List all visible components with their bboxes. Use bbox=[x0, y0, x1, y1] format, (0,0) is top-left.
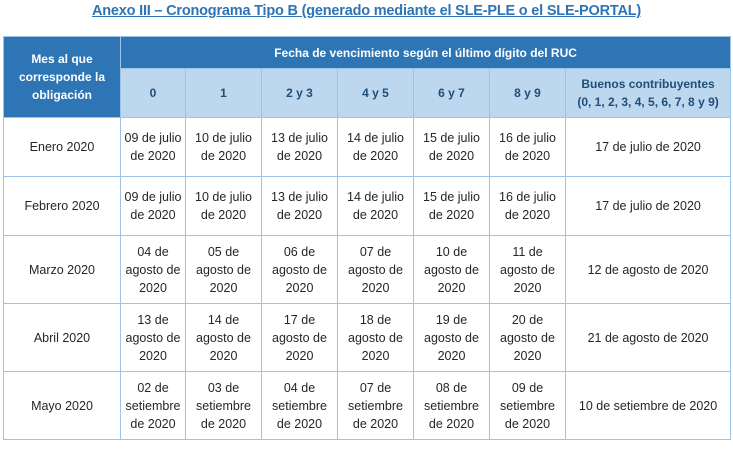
month-cell: Febrero 2020 bbox=[4, 177, 121, 236]
due-date-cell bbox=[186, 118, 262, 177]
due-date-text: 04 de agosto de 2020 bbox=[125, 244, 181, 295]
due-date-text: 14 de julio de 2020 bbox=[347, 131, 404, 163]
good-taxpayers-date-cell: 10 de setiembre de 2020 bbox=[566, 372, 731, 440]
due-date-cell bbox=[262, 177, 338, 236]
due-date-cell bbox=[338, 372, 414, 440]
due-date-text: 17 de agosto de 2020 bbox=[272, 312, 327, 363]
due-date-text: 10 de julio de 2020 bbox=[195, 131, 252, 163]
digit-column-header: 6 y 7 bbox=[414, 69, 490, 118]
month-cell: Marzo 2020 bbox=[4, 236, 121, 304]
table-row bbox=[4, 118, 731, 177]
good-taxpayers-column-header bbox=[566, 69, 731, 118]
due-date-group-header bbox=[121, 37, 731, 69]
due-date-cell bbox=[262, 236, 338, 304]
due-date-cell bbox=[338, 177, 414, 236]
month-cell: Mayo 2020 bbox=[4, 372, 121, 440]
digit-column-header: 8 y 9 bbox=[490, 69, 566, 118]
due-date-cell bbox=[121, 236, 186, 304]
digit-column-header: 2 y 3 bbox=[262, 69, 338, 118]
due-date-cell bbox=[186, 372, 262, 440]
month-column-header bbox=[4, 37, 121, 118]
due-date-cell bbox=[490, 236, 566, 304]
due-date-text: 09 de julio de 2020 bbox=[124, 190, 182, 222]
due-date-text: 15 de julio de 2020 bbox=[423, 131, 480, 163]
digit-column-header: 1 bbox=[186, 69, 262, 118]
digit-column-header: 0 bbox=[121, 69, 186, 118]
due-date-text: 09 de julio de 2020 bbox=[124, 131, 182, 163]
good-taxpayers-date-cell: 12 de agosto de 2020 bbox=[566, 236, 731, 304]
due-date-cell bbox=[414, 177, 490, 236]
due-date-text: 18 de agosto de 2020 bbox=[348, 312, 403, 363]
due-date-text: 13 de agosto de 2020 bbox=[125, 312, 181, 363]
due-date-cell bbox=[414, 304, 490, 372]
header-row-group bbox=[4, 37, 731, 69]
due-date-cell bbox=[262, 304, 338, 372]
due-date-cell bbox=[186, 177, 262, 236]
due-date-text: 14 de julio de 2020 bbox=[347, 190, 404, 222]
due-date-group-header-label: Fecha de vencimiento según el último dígito del RUC bbox=[274, 45, 577, 60]
due-date-text: 03 de setiembre de 2020 bbox=[196, 380, 251, 431]
due-date-cell bbox=[490, 372, 566, 440]
due-date-text: 09 de setiembre de 2020 bbox=[500, 380, 555, 431]
due-date-text: 16 de julio de 2020 bbox=[499, 190, 556, 222]
due-date-text: 13 de julio de 2020 bbox=[271, 131, 328, 163]
good-taxpayers-column-header-label: Buenos contribuyentes (0, 1, 2, 3, 4, 5, 6, 7, 8 y 9) bbox=[577, 77, 719, 109]
due-date-text: 06 de agosto de 2020 bbox=[272, 244, 327, 295]
due-date-cell bbox=[262, 118, 338, 177]
due-date-cell bbox=[414, 372, 490, 440]
due-date-text: 10 de julio de 2020 bbox=[195, 190, 252, 222]
due-date-text: 08 de setiembre de 2020 bbox=[424, 380, 479, 431]
digit-column-header: 4 y 5 bbox=[338, 69, 414, 118]
table-row bbox=[4, 236, 731, 304]
month-cell: Enero 2020 bbox=[4, 118, 121, 177]
good-taxpayers-date-cell: 17 de julio de 2020 bbox=[566, 118, 731, 177]
due-date-cell bbox=[414, 118, 490, 177]
due-date-cell bbox=[490, 177, 566, 236]
month-cell: Abril 2020 bbox=[4, 304, 121, 372]
due-date-cell bbox=[121, 177, 186, 236]
due-date-cell bbox=[121, 304, 186, 372]
due-date-cell bbox=[186, 236, 262, 304]
due-date-cell bbox=[186, 304, 262, 372]
due-date-text: 11 de agosto de 2020 bbox=[500, 244, 555, 295]
due-date-text: 10 de agosto de 2020 bbox=[424, 244, 479, 295]
due-date-text: 20 de agosto de 2020 bbox=[500, 312, 555, 363]
table-row bbox=[4, 372, 731, 440]
due-date-cell bbox=[338, 304, 414, 372]
table-row bbox=[4, 304, 731, 372]
due-date-cell bbox=[262, 372, 338, 440]
due-date-cell bbox=[414, 236, 490, 304]
page-title: Anexo III – Cronograma Tipo B (generado mediante el SLE-PLE o el SLE-PORTAL) bbox=[91, 3, 642, 19]
due-date-text: 07 de agosto de 2020 bbox=[348, 244, 403, 295]
due-date-text: 02 de setiembre de 2020 bbox=[125, 380, 181, 431]
good-taxpayers-date-cell: 17 de julio de 2020 bbox=[566, 177, 731, 236]
due-date-text: 16 de julio de 2020 bbox=[499, 131, 556, 163]
schedule-table bbox=[3, 36, 731, 440]
due-date-cell bbox=[338, 236, 414, 304]
due-date-text: 07 de setiembre de 2020 bbox=[348, 380, 403, 431]
due-date-text: 14 de agosto de 2020 bbox=[196, 312, 251, 363]
due-date-cell bbox=[121, 372, 186, 440]
due-date-text: 04 de setiembre de 2020 bbox=[272, 380, 327, 431]
due-date-text: 19 de agosto de 2020 bbox=[424, 312, 479, 363]
due-date-text: 15 de julio de 2020 bbox=[423, 190, 480, 222]
due-date-cell bbox=[338, 118, 414, 177]
good-taxpayers-date-cell: 21 de agosto de 2020 bbox=[566, 304, 731, 372]
table-row bbox=[4, 177, 731, 236]
due-date-text: 13 de julio de 2020 bbox=[271, 190, 328, 222]
due-date-cell bbox=[121, 118, 186, 177]
due-date-text: 05 de agosto de 2020 bbox=[196, 244, 251, 295]
due-date-cell bbox=[490, 304, 566, 372]
due-date-cell bbox=[490, 118, 566, 177]
month-column-header-label: Mes al que corresponde la obligación bbox=[18, 52, 106, 102]
